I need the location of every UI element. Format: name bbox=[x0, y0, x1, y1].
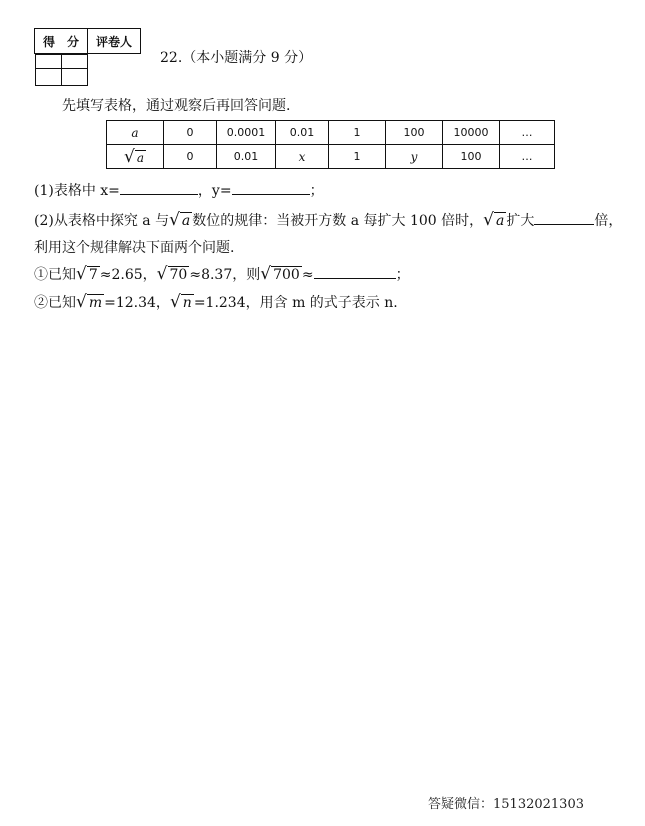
part1-end: ； bbox=[309, 183, 324, 199]
part1-line bbox=[34, 180, 324, 200]
sqrt-m: √ m bbox=[76, 292, 103, 312]
table-cell-x: x bbox=[276, 145, 329, 169]
answer-blank-x[interactable] bbox=[120, 180, 198, 195]
grader-header: 评卷人 bbox=[88, 29, 141, 54]
table-row-a bbox=[107, 121, 555, 145]
table-cell: 100 bbox=[443, 145, 500, 169]
footer-contact: 答疑微信：15132021303 bbox=[428, 797, 584, 812]
table-cell: 0.01 bbox=[217, 145, 276, 169]
part2-text: 数位的规律：当被开方数 a 每扩大 100 倍时， bbox=[192, 213, 484, 229]
answer-blank-sqrt700[interactable] bbox=[314, 264, 396, 279]
sqrt-a: √ a bbox=[169, 210, 191, 230]
score-box bbox=[34, 28, 141, 73]
table-cell: 0 bbox=[164, 145, 217, 169]
row-a-label: a bbox=[107, 121, 164, 145]
table-cell: 0.01 bbox=[276, 121, 329, 145]
question-intro: 先填写表格，通过观察后再回答问题. bbox=[62, 98, 291, 114]
grader-cell[interactable] bbox=[61, 55, 87, 86]
sqrt-n: √ n bbox=[169, 292, 192, 312]
score-header: 得 分 bbox=[35, 29, 88, 54]
sqrt-70: √ 70 bbox=[156, 264, 188, 284]
sub2-text: =1.234，用含 m 的式子表示 n. bbox=[193, 295, 398, 311]
sub2-text: =12.34， bbox=[104, 295, 170, 311]
sub1-text: ≈ bbox=[301, 267, 314, 283]
value-table bbox=[106, 120, 555, 169]
table-cell: 1 bbox=[329, 145, 386, 169]
question-title: 22.（本小题满分 9 分） bbox=[160, 50, 313, 66]
table-cell: 0 bbox=[164, 121, 217, 145]
score-cell[interactable] bbox=[35, 55, 61, 86]
sub1-text: ； bbox=[395, 267, 410, 283]
sqrt-700: √ 700 bbox=[260, 264, 300, 284]
sub1-text: ≈8.37，则 bbox=[189, 267, 261, 283]
row-sqrt-a-label: √ a bbox=[107, 145, 164, 169]
sub2-line bbox=[34, 292, 398, 312]
answer-blank-times[interactable] bbox=[534, 210, 594, 225]
table-cell: 0.0001 bbox=[217, 121, 276, 145]
part2-text: 扩大 bbox=[506, 213, 535, 229]
sub2-text: ②已知 bbox=[34, 295, 76, 311]
sub1-text: ①已知 bbox=[34, 267, 76, 283]
sqrt-7: √ 7 bbox=[76, 264, 98, 284]
answer-blank-y[interactable] bbox=[232, 180, 310, 195]
table-cell: … bbox=[500, 145, 555, 169]
sub1-text: ≈2.65， bbox=[99, 267, 157, 283]
sqrt-a: √ a bbox=[483, 210, 505, 230]
table-cell: 10000 bbox=[443, 121, 500, 145]
part2-text: 倍， bbox=[594, 213, 623, 229]
part2-text: (2)从表格中探究 a 与 bbox=[34, 213, 170, 229]
table-cell: 100 bbox=[386, 121, 443, 145]
sub1-line bbox=[34, 264, 410, 284]
table-cell: 1 bbox=[329, 121, 386, 145]
part1-prefix: (1)表格中 x= bbox=[34, 183, 120, 199]
part2-line2: 利用这个规律解决下面两个问题. bbox=[34, 240, 235, 256]
part1-mid: ，y= bbox=[197, 183, 232, 199]
table-cell-y: y bbox=[386, 145, 443, 169]
table-row-sqrt-a bbox=[107, 145, 555, 169]
table-cell: … bbox=[500, 121, 555, 145]
part2-line bbox=[34, 210, 622, 230]
